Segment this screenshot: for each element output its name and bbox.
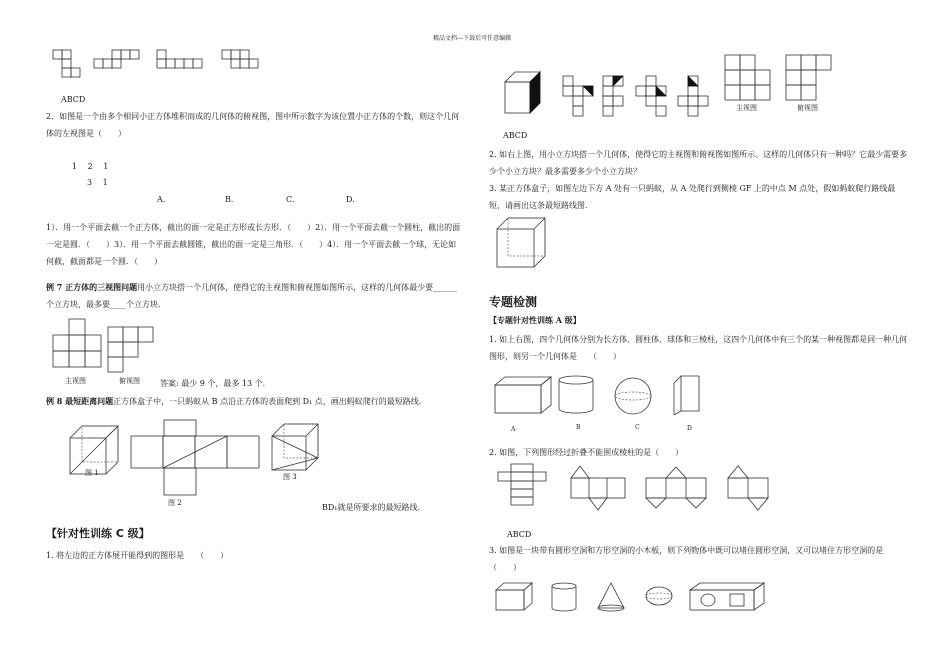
top-view-grid-row-1: 1 2 1 bbox=[72, 162, 109, 171]
prism-nets-figure bbox=[498, 462, 770, 512]
right-question-2: 2. 如右上图，用小立方块搭一个几何体，使得它的主视图和俯视图如图所示。这样的几何体只有一种吗？它最少需要多少个小立方块？最多需要多少个小立方块？ bbox=[489, 150, 908, 176]
prism-nets-options-label: ABCD bbox=[507, 530, 532, 539]
top-view-grid-row-2: 3 1 bbox=[87, 178, 108, 187]
main-view-caption: 主视图 bbox=[65, 377, 86, 385]
example-7-main-view-figure bbox=[53, 318, 103, 372]
page-header: 精品文档---下载后可任意编辑 bbox=[433, 35, 512, 42]
right-main-view-caption: 主视图 bbox=[736, 104, 757, 112]
true-false-questions: 1）．用一个平面去截一个正方体，截出的面一定是正方形或长方形．（ ）2）．用一个平面去截一个圆柱，截出的面一定是圆．（ ）3）．用一个平面去截圆锥，截出的面一定是三角形．（ ）4）．用一个平面去截一个球，无论如何截，截面都是一个圆．（ ） bbox=[46, 223, 461, 266]
shortest-path-note: BD₁就是所要求的最短路线. bbox=[322, 503, 421, 512]
figure-2-caption: 图 2 bbox=[168, 499, 182, 507]
top-view-caption: 俯视图 bbox=[119, 377, 140, 385]
ant-cube-figure bbox=[494, 213, 554, 273]
example-7-answer: 答案: 最少 9 个，最多 13 个. bbox=[160, 379, 266, 388]
right-top-view-caption: 俯视图 bbox=[797, 104, 818, 112]
solid-c-label: C bbox=[635, 424, 640, 431]
unfolded-cube-options-figure bbox=[503, 70, 713, 116]
example-8-title: 例 8 最短距离问题 bbox=[46, 396, 114, 406]
right-question-3: 3. 某正方体盒子，如图左边下方 A 处有一只蚂蚁，从 A 处爬行到侧棱 GF 上的中点 M 点处，假如蚂蚁爬行路线最短，请画出这条最短路线图. bbox=[489, 184, 896, 210]
option-a: A． bbox=[157, 195, 171, 204]
example-7-title: 例 7 正方体的三视图问题 bbox=[46, 282, 138, 292]
solid-b-label: B bbox=[576, 424, 581, 431]
solid-d-label: D bbox=[687, 425, 692, 432]
example-8-figure-3 bbox=[268, 420, 323, 475]
option-c: C． bbox=[286, 195, 301, 204]
cube-net-options-figure bbox=[52, 48, 267, 78]
right-main-view-figure bbox=[725, 55, 775, 101]
question-2-text: 2．如图是一个由多个相同小正方体堆积而成的几何体的俯视图，图中所示数字为该位置小正方体的个数，则这个几何体的左视图是（ ） bbox=[46, 112, 460, 138]
example-8-body: 正方体盒子中，一只蚂蚁从 B 点沿正方体的表面爬到 D₁ 点，画出蚂蚁爬行的最短路线. bbox=[113, 397, 422, 406]
four-solids-figure bbox=[493, 373, 718, 423]
example-8-figure-2 bbox=[131, 420, 261, 498]
section-a-title: 【专题针对性训练 A 级】 bbox=[489, 315, 581, 325]
example-8 bbox=[46, 393, 464, 410]
board-and-objects-figure bbox=[494, 580, 769, 614]
example-7-body: 用小立方块搭一个几何体，使得它的主视图和俯视图如图所示，这样的几何体最少要______个立方块，最多要____个立方块. bbox=[46, 283, 458, 309]
example-7 bbox=[46, 279, 464, 313]
solid-a-label: A bbox=[511, 426, 516, 433]
section-c-title: 【针对性训练 C 级】 bbox=[46, 527, 150, 540]
figure-3-caption: 图 3 bbox=[283, 473, 297, 481]
option-b: B． bbox=[225, 195, 239, 204]
question-1c-text: 1. 将左边的正方体展开能得到的图形是 （ ） bbox=[46, 551, 229, 560]
example-7-top-view-figure bbox=[108, 324, 156, 372]
right-top-view-figure bbox=[786, 55, 836, 101]
right-options-label: ABCD bbox=[503, 131, 528, 140]
figure-1-caption: 图 1 bbox=[85, 469, 99, 477]
right-a-question-3: 3. 如图是一块带有圆形空洞和方形空洞的小木板，则下列物体中既可以堵住圆形空洞，又可以堵住方形空洞的是（ ） bbox=[489, 546, 884, 572]
option-d: D． bbox=[346, 195, 361, 204]
section-title: 专题检测 bbox=[489, 295, 538, 309]
right-a-question-2: 2. 如图，下列图形经过折叠不能围成棱柱的是（ ） bbox=[489, 448, 684, 457]
right-a-question-1: 1. 如上右图，四个几何体分别为长方体、圆柱体、球体和三棱柱，这四个几何体中有三个的某一种视图都是同一种几何图形，则另一个几何体是 （ ） bbox=[489, 335, 908, 361]
options-label: ABCD bbox=[61, 95, 86, 104]
